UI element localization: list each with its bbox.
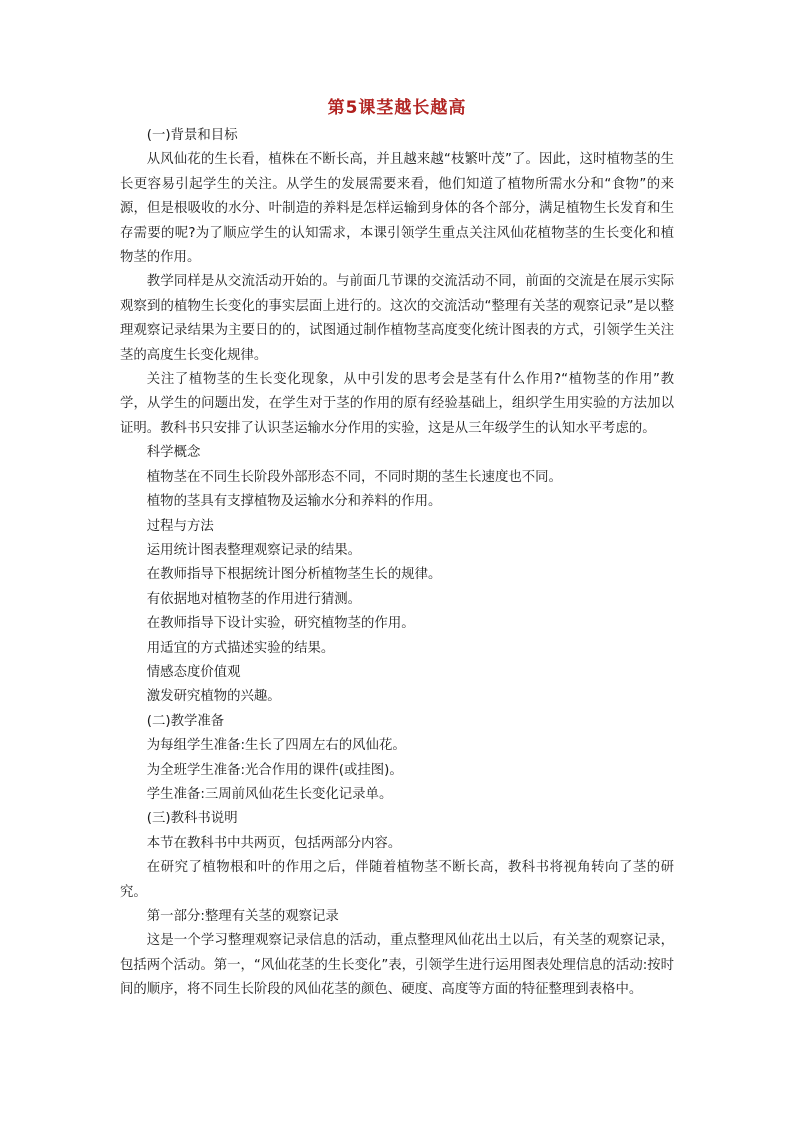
section-heading-background: (一)背景和目标 <box>146 128 238 143</box>
subheading-attitude: 情感态度价值观 <box>146 664 241 680</box>
section-heading-textbook: (三)教科书说明 <box>146 811 238 827</box>
list-item: 在教师指导下设计实验，研究植物茎的作用。 <box>146 616 415 632</box>
list-item: 运用统计图表整理观察记录的结果。 <box>146 542 362 558</box>
list-item: 用适宜的方式描述实验的结果。 <box>146 640 335 656</box>
subheading-process: 过程与方法 <box>146 518 214 534</box>
paragraph-part1: 这是一个学习整理观察记录信息的活动，重点整理风仙花出土以后，有关茎的观察记录，包括两个活动。第一，“风仙花茎的生长变化”表，引领学生进行运用图表处理信息的活动:按时间的顺序，将不同生长阶段的风仙花茎的颜色、硬度、高度等方面的特征整理到表格中。 <box>120 933 675 998</box>
section-heading-preparation: (二)教学准备 <box>146 713 225 729</box>
document-body <box>120 124 674 1003</box>
subheading-part1: 第一部分:整理有关茎的观察记录 <box>146 909 339 924</box>
list-item: 植物茎在不同生长阶段外部形态不同，不同时期的茎生长速度也不同。 <box>146 469 562 485</box>
page-title: 第5课茎越长越高 <box>327 98 467 118</box>
list-item: 学生准备:三周前风仙花生长变化记录单。 <box>146 786 393 802</box>
list-item: 植物的茎具有支撑植物及运输水分和养料的作用。 <box>146 494 442 510</box>
subheading-concepts: 科学概念 <box>146 445 201 461</box>
list-item: 本节在教科书中共两页，包括两部分内容。 <box>146 835 402 851</box>
list-item: 有依据地对植物茎的作用进行猜测。 <box>146 591 362 607</box>
list-item: 为每组学生准备:生长了四周左右的风仙花。 <box>146 738 406 754</box>
paragraph-textbook: 在研究了植物根和叶的作用之后，伴随着植物茎不断长高，教科书将视角转向了茎的研究。 <box>120 860 674 900</box>
paragraph-background-2: 教学同样是从交流活动开始的。与前面几节课的交流活动不同，前面的交流是在展示实际观察到的植物生长变化的事实层面上进行的。这次的交流活动“整理有关茎的观察记录”是以整理观察记录结果为主要日的的，试图通过制作植物茎高度变化统计图表的方式，引领学生关注茎的高度生长变化规律。 <box>120 274 674 363</box>
paragraph-background-3: 关注了植物茎的生长变化现象，从中引发的思考会是茎有什么作用?“植物茎的作用”教学，从学生的问题出发，在学生对于茎的作用的原有经验基础上，组织学生用实验的方法加以证明。教科书只安排了认识茎运输水分作用的实验，这是从三年级学生的认知水平考虑的。 <box>120 372 674 436</box>
list-item: 激发研究植物的兴趣。 <box>146 689 281 705</box>
list-item: 为全班学生准备:光合作用的课件(或挂图)。 <box>146 762 403 778</box>
list-item: 在教师指导下根据统计图分析植物茎生长的规律。 <box>146 567 442 583</box>
paragraph-background-1: 从风仙花的生长看，植株在不断长高，并且越来越“枝繁叶茂”了。因此，这时植物茎的生长更容易引起学生的关注。从学生的发展需要来看，他们知道了植物所需水分和“食物”的来源，但是根吸收的水分、叶制造的养料是怎样运输到身体的各个部分，满足植物生长发育和生存需要的呢?为了顺应学生的认知需求，本课引领学生重点关注风仙花植物茎的生长变化和植物茎的作用。 <box>120 152 674 266</box>
